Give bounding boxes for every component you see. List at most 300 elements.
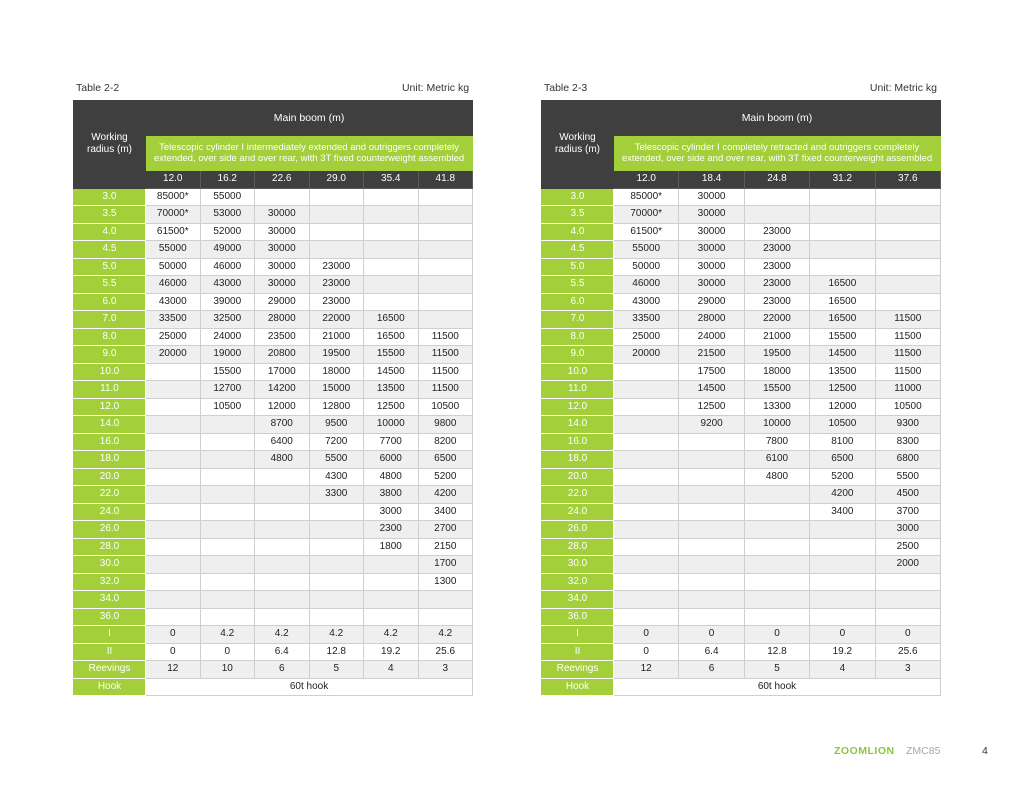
load-cell: 10500 [810,416,875,434]
load-cell: 20800 [255,346,310,364]
load-cell [679,468,744,486]
load-cell [309,241,364,259]
load-cell [418,188,473,206]
load-cell: 52000 [200,223,255,241]
load-cell [810,188,875,206]
load-cell [364,276,419,294]
load-cell [309,223,364,241]
load-cell: 9500 [309,416,364,434]
load-cell: 10 [200,661,255,679]
page-number: 4 [982,745,988,757]
load-cell: 10500 [200,398,255,416]
table-row [542,346,941,364]
hook-label: Hook [542,678,614,696]
load-cell [309,521,364,539]
load-cell: 14200 [255,381,310,399]
load-cell: 28000 [679,311,744,329]
working-radius-header: Working radius (m) [542,101,614,189]
load-cell [418,258,473,276]
load-cell: 6500 [810,451,875,469]
row-label: 20.0 [542,468,614,486]
table-row [74,381,473,399]
load-cell: 46000 [614,276,679,294]
load-cell: 23000 [744,276,809,294]
load-cell [418,608,473,626]
load-cell: 22000 [744,311,809,329]
table-row [74,486,473,504]
load-cell [679,591,744,609]
load-cell: 14500 [810,346,875,364]
load-cell: 12500 [810,381,875,399]
load-cell [146,363,201,381]
load-cell: 4500 [875,486,940,504]
load-cell [146,608,201,626]
row-label: 30.0 [74,556,146,574]
row-label: 14.0 [74,416,146,434]
row-label: Reevings [542,661,614,679]
load-cell: 29000 [255,293,310,311]
table-row [542,311,941,329]
load-cell [309,538,364,556]
load-cell: 16500 [810,276,875,294]
load-cell: 2500 [875,538,940,556]
load-cell [614,451,679,469]
load-cell: 23000 [744,223,809,241]
table-row [74,556,473,574]
load-cell: 12500 [679,398,744,416]
load-cell: 6400 [255,433,310,451]
hook-row [74,678,473,696]
load-cell: 30000 [255,258,310,276]
row-label: 5.0 [542,258,614,276]
load-cell: 6 [679,661,744,679]
load-cell: 0 [744,626,809,644]
row-label: 16.0 [542,433,614,451]
boom-length-header: 37.6 [875,171,940,189]
table-row [542,468,941,486]
load-cell: 0 [200,643,255,661]
load-cell [810,206,875,224]
load-cell: 6.4 [679,643,744,661]
row-label: 9.0 [542,346,614,364]
table-row [542,608,941,626]
load-cell: 11500 [875,346,940,364]
row-label: 36.0 [74,608,146,626]
row-label: 24.0 [74,503,146,521]
load-cell [614,416,679,434]
load-cell [364,591,419,609]
load-cell: 3400 [810,503,875,521]
table-row [542,276,941,294]
load-cell: 1300 [418,573,473,591]
load-cell [146,486,201,504]
load-cell [364,223,419,241]
load-cell [146,398,201,416]
load-cell [364,556,419,574]
row-label: 26.0 [74,521,146,539]
model-name: ZMC85 [906,745,941,757]
load-cell [309,188,364,206]
table-row [542,223,941,241]
row-label: 26.0 [542,521,614,539]
row-label: 6.0 [542,293,614,311]
table-row [542,486,941,504]
table-unit: Unit: Metric kg [869,82,937,94]
load-cell: 43000 [146,293,201,311]
load-cell: 19.2 [810,643,875,661]
load-cell: 11500 [875,363,940,381]
row-label: II [542,643,614,661]
load-cell [614,538,679,556]
load-cell: 3800 [364,486,419,504]
table-row [542,241,941,259]
table-row [542,433,941,451]
load-cell: 24000 [200,328,255,346]
load-cell: 14500 [364,363,419,381]
table-row [74,276,473,294]
load-cell: 7700 [364,433,419,451]
load-cell: 61500* [614,223,679,241]
load-cell [875,573,940,591]
row-label: 4.0 [74,223,146,241]
hook-value: 60t hook [146,678,473,696]
load-cell [679,538,744,556]
row-label: 8.0 [542,328,614,346]
load-cell: 8200 [418,433,473,451]
load-cell: 19500 [744,346,809,364]
load-cell: 4.2 [309,626,364,644]
load-cell [744,521,809,539]
table-row [74,328,473,346]
load-cell [679,556,744,574]
table-row [542,206,941,224]
load-cell: 12000 [255,398,310,416]
load-cell [810,591,875,609]
load-cell [614,521,679,539]
row-label: 4.5 [74,241,146,259]
load-cell: 23000 [309,258,364,276]
load-cell [309,556,364,574]
load-cell [810,608,875,626]
load-cell: 0 [146,643,201,661]
load-cell: 4 [364,661,419,679]
load-cell: 8700 [255,416,310,434]
load-rows [542,188,941,696]
main-boom-header: Main boom (m) [614,101,941,136]
load-cell: 11500 [418,346,473,364]
row-label: 30.0 [542,556,614,574]
table-row [542,626,941,644]
load-cell: 30000 [255,223,310,241]
load-cell: 2000 [875,556,940,574]
load-cell [146,451,201,469]
load-cell [418,223,473,241]
table-row [542,188,941,206]
load-cell [418,311,473,329]
load-cell: 21500 [679,346,744,364]
load-cell [679,486,744,504]
table-row [74,206,473,224]
load-cell [418,276,473,294]
load-cell: 0 [875,626,940,644]
load-cell: 85000* [614,188,679,206]
load-cell: 12000 [810,398,875,416]
load-cell [810,538,875,556]
table-row [542,381,941,399]
table-row [74,573,473,591]
table-row [542,328,941,346]
load-cell: 0 [810,626,875,644]
load-cell: 4.2 [255,626,310,644]
load-cell [255,573,310,591]
load-cell: 25.6 [875,643,940,661]
load-cell [875,258,940,276]
boom-length-header: 18.4 [679,171,744,189]
load-cell: 11500 [875,328,940,346]
condition-description: Telescopic cylinder I intermediately extended and outriggers completely extended, over side and over rear, with 3T fixed counterweight assembled [146,136,473,171]
load-cell [364,608,419,626]
load-cell: 8100 [810,433,875,451]
load-cell [200,486,255,504]
load-cell: 46000 [146,276,201,294]
table-row [74,538,473,556]
load-cell: 11500 [418,363,473,381]
working-radius-header: Working radius (m) [74,101,146,189]
load-cell: 4200 [418,486,473,504]
load-cell [810,573,875,591]
load-cell: 10000 [744,416,809,434]
row-label: 5.0 [74,258,146,276]
load-cell: 11500 [875,311,940,329]
load-cell [875,241,940,259]
load-cell [364,206,419,224]
load-table [73,100,473,696]
load-cell: 11000 [875,381,940,399]
table-row [542,661,941,679]
load-cell [309,206,364,224]
load-cell [200,433,255,451]
load-cell: 23500 [255,328,310,346]
load-cell [146,468,201,486]
row-label: 4.5 [542,241,614,259]
load-cell [744,608,809,626]
load-cell: 30000 [679,241,744,259]
load-cell [255,608,310,626]
load-cell [679,451,744,469]
load-cell [810,521,875,539]
load-cell: 4.2 [200,626,255,644]
row-label: I [74,626,146,644]
load-cell [679,608,744,626]
table-row [542,258,941,276]
load-cell [364,293,419,311]
load-cell: 8300 [875,433,940,451]
table-row [542,538,941,556]
load-cell: 9300 [875,416,940,434]
load-cell [875,293,940,311]
row-label: 11.0 [542,381,614,399]
load-cell: 16500 [364,311,419,329]
load-cell [810,258,875,276]
load-cell: 4800 [255,451,310,469]
load-cell: 46000 [200,258,255,276]
load-cell: 4.2 [418,626,473,644]
load-cell: 23000 [744,293,809,311]
row-label: 22.0 [74,486,146,504]
load-cell: 2700 [418,521,473,539]
load-cell [364,573,419,591]
row-label: Reevings [74,661,146,679]
load-cell: 15500 [200,363,255,381]
table-row [542,451,941,469]
row-label: 24.0 [542,503,614,521]
boom-length-header: 12.0 [146,171,201,189]
load-cell: 32500 [200,311,255,329]
load-cell: 20000 [614,346,679,364]
load-cell [614,573,679,591]
table-row [542,521,941,539]
load-cell: 17000 [255,363,310,381]
load-cell [614,486,679,504]
table-row [542,556,941,574]
load-cell [744,486,809,504]
load-cell [200,503,255,521]
row-label: 4.0 [542,223,614,241]
load-cell [364,241,419,259]
row-label: 34.0 [542,591,614,609]
load-cell: 3 [875,661,940,679]
load-cell [146,503,201,521]
load-cell: 24000 [679,328,744,346]
load-cell: 53000 [200,206,255,224]
load-cell [614,433,679,451]
row-label: 3.5 [74,206,146,224]
table-row [74,433,473,451]
brand-logo-text: ZOOMLION [834,745,895,757]
row-label: 3.0 [74,188,146,206]
load-cell [875,608,940,626]
load-cell [200,591,255,609]
load-cell: 4800 [364,468,419,486]
load-cell: 5 [744,661,809,679]
load-cell [614,591,679,609]
load-cell [146,591,201,609]
load-cell: 13500 [810,363,875,381]
load-cell: 10000 [364,416,419,434]
load-cell: 33500 [146,311,201,329]
load-cell [614,608,679,626]
load-cell [255,538,310,556]
table-row [74,241,473,259]
row-label: 9.0 [74,346,146,364]
load-cell [744,591,809,609]
table-row [74,293,473,311]
load-cell: 22000 [309,311,364,329]
load-cell: 10500 [418,398,473,416]
load-cell: 4300 [309,468,364,486]
row-label: 10.0 [74,363,146,381]
row-label: II [74,643,146,661]
row-label: 22.0 [542,486,614,504]
load-cell: 6100 [744,451,809,469]
load-cell: 16500 [810,311,875,329]
table-row [74,643,473,661]
load-cell: 0 [614,626,679,644]
table-row [74,188,473,206]
boom-length-header: 12.0 [614,171,679,189]
load-cell [614,381,679,399]
load-cell [418,591,473,609]
load-cell [418,206,473,224]
boom-length-header: 24.8 [744,171,809,189]
load-cell: 23000 [309,276,364,294]
load-cell [614,363,679,381]
table-row [74,591,473,609]
row-label: 32.0 [542,573,614,591]
load-cell: 19000 [200,346,255,364]
load-cell: 21000 [744,328,809,346]
row-label: 14.0 [542,416,614,434]
table-row [542,573,941,591]
hook-label: Hook [74,678,146,696]
load-cell [418,293,473,311]
load-cell: 55000 [146,241,201,259]
table-row [542,398,941,416]
load-cell: 12 [146,661,201,679]
table-row [74,398,473,416]
load-cell: 2300 [364,521,419,539]
load-cell [146,556,201,574]
row-label: 32.0 [74,573,146,591]
load-cell: 4 [810,661,875,679]
load-cell: 12700 [200,381,255,399]
load-cell: 15500 [364,346,419,364]
table-unit: Unit: Metric kg [401,82,470,94]
row-label: 34.0 [74,591,146,609]
boom-length-header: 16.2 [200,171,255,189]
load-cell [614,503,679,521]
load-cell: 15000 [309,381,364,399]
load-cell [810,223,875,241]
load-cell: 7200 [309,433,364,451]
load-cell [255,468,310,486]
load-cell: 16500 [810,293,875,311]
table-row [74,503,473,521]
table-row [74,451,473,469]
load-cell [744,188,809,206]
load-cell: 9200 [679,416,744,434]
table-row [74,223,473,241]
load-cell [875,223,940,241]
load-chart-table-2-3 [541,82,941,696]
load-cell [255,521,310,539]
load-cell: 23000 [309,293,364,311]
load-cell [200,556,255,574]
load-cell: 70000* [614,206,679,224]
load-cell: 12.8 [309,643,364,661]
load-cell [146,416,201,434]
load-cell [614,398,679,416]
load-table [541,100,941,696]
load-cell: 3700 [875,503,940,521]
load-cell: 3000 [875,521,940,539]
table-row [542,591,941,609]
table-caption: Table 2-3 [544,82,588,94]
load-cell [614,556,679,574]
load-cell [744,503,809,521]
load-cell: 12 [614,661,679,679]
table-row [74,521,473,539]
